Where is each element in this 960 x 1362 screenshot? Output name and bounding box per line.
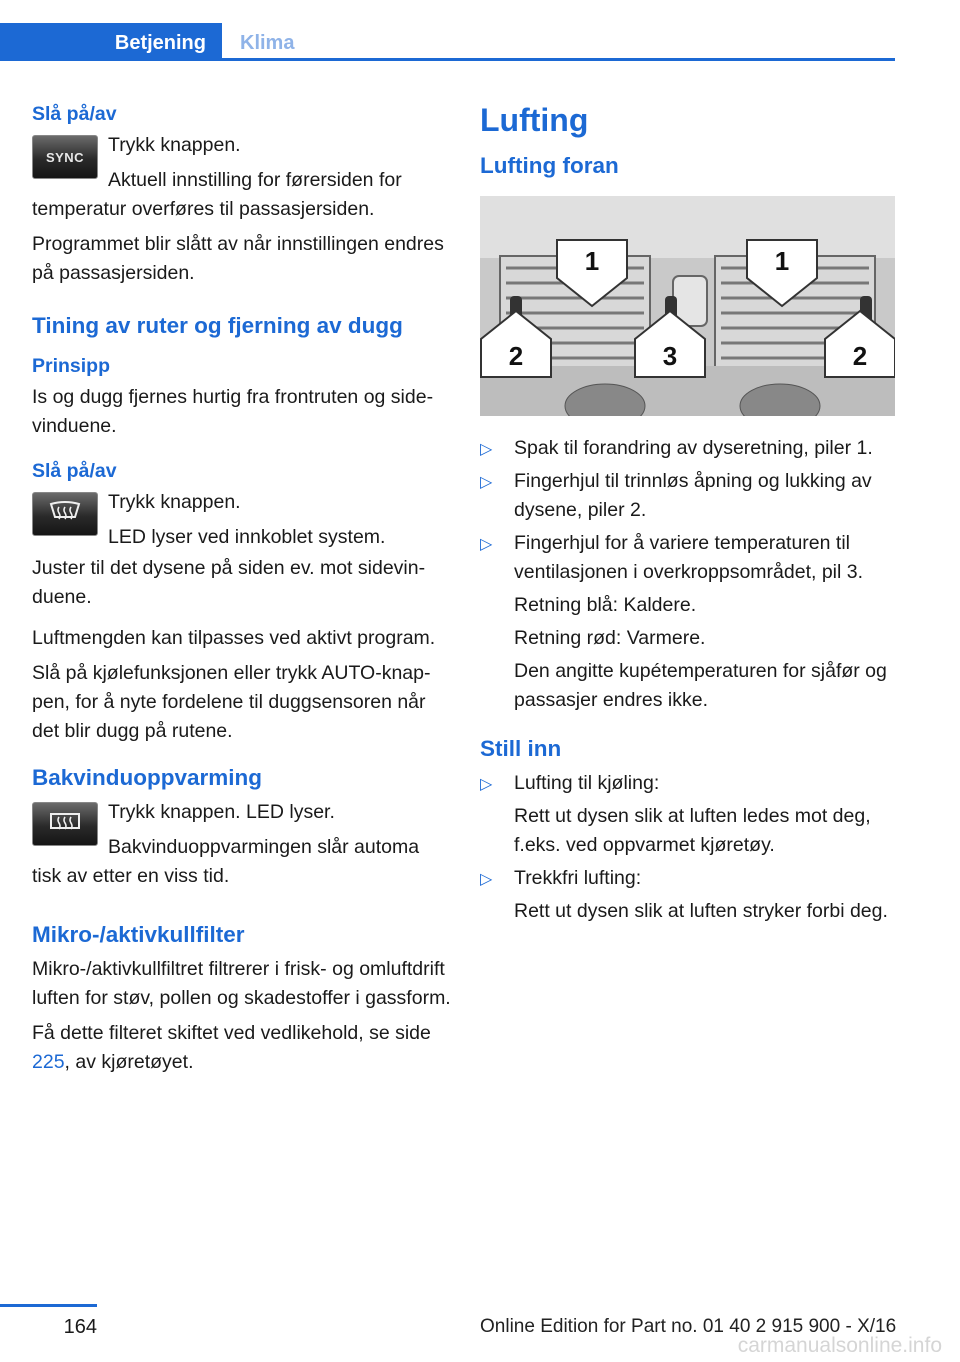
defrost-principle: Is og dugg fjernes hurtig fra frontruten og sidevinduene. <box>32 386 434 437</box>
defrost-step-2: LED lyser ved innkoblet system. <box>108 526 386 548</box>
windshield-defrost-icon <box>48 501 82 527</box>
adjust-item-subtext: Rett ut dysen slik at luften stryker forbi deg. <box>514 900 888 922</box>
adjust-item <box>480 769 895 860</box>
triangle-bullet-icon: ▷ <box>480 474 493 491</box>
edition-footer: Online Edition for Part no. 01 40 2 915 900 - X/16 <box>480 1316 897 1337</box>
vent-control-item-text: Spak til forandring av dyseretning, piler 1. <box>514 437 873 459</box>
triangle-bullet-icon: ▷ <box>480 776 493 793</box>
section-heading-sync: Slå på/av <box>32 103 117 125</box>
vent-control-item <box>480 467 895 525</box>
callout-label: 1 <box>584 246 600 276</box>
vent-control-item-subtext: Den angitte kupétemperaturen for sjåfør og passasjer endres ikke. <box>514 660 887 711</box>
sync-step-2-cont: temperatur overføres til passasjersiden. <box>32 198 375 220</box>
vent-illustration <box>480 196 895 416</box>
adjust-list <box>480 769 895 926</box>
section-title-lufting: Lufting <box>480 102 589 138</box>
section-heading-filter: Mikro-/aktivkullfilter <box>32 922 245 947</box>
left-column <box>32 100 452 1083</box>
vent-control-item <box>480 434 895 463</box>
callout-label: 2 <box>508 341 524 371</box>
defrost-instruction <box>32 488 452 552</box>
vent-controls-list <box>480 434 895 715</box>
front-vents-photo <box>480 196 895 416</box>
subheading-principle: Prinsipp <box>32 355 111 377</box>
vent-control-item <box>480 529 895 715</box>
sync-step-1: Trykk knappen. <box>108 134 241 156</box>
sync-instruction <box>32 131 452 195</box>
defrost-p3: Luftmengden kan tilpasses ved aktivt program. <box>32 627 436 649</box>
adjust-item-text: Trekkfri lufting: <box>514 867 642 889</box>
triangle-bullet-icon: ▷ <box>480 441 493 458</box>
rear-heating-step-2-cont: tisk av etter en viss tid. <box>32 865 230 887</box>
rear-window-defrost-icon <box>48 811 82 837</box>
rear-heating-step-2-start: Bakvinduoppvarmingen slår automa <box>108 836 420 858</box>
callout-label: 2 <box>852 341 868 371</box>
vent-control-item-text: Fingerhjul for å variere temperaturen til ventilasjonen i overkroppsområdet, pil 3. <box>514 532 864 583</box>
triangle-bullet-icon: ▷ <box>480 536 493 553</box>
tab-betjening[interactable]: Betjening <box>0 23 222 61</box>
adjust-item-text: Lufting til kjøling: <box>514 772 660 794</box>
sync-step-2-start: Aktuell innstilling for førersiden for <box>108 169 402 191</box>
right-column <box>480 100 895 930</box>
rear-heating-step-1: Trykk knappen. LED lyser. <box>108 801 335 823</box>
rear-heating-button-icon <box>32 802 98 846</box>
defrost-step-1: Trykk knappen. <box>108 491 241 513</box>
callout-label: 3 <box>662 341 678 371</box>
section-heading-rear-heating: Bakvinduoppvarming <box>32 765 263 790</box>
sync-note: Programmet blir slått av når innstillingen endres på passasjersiden. <box>32 233 444 284</box>
subheading-onoff: Slå på/av <box>32 460 117 482</box>
subtitle-still-inn: Still inn <box>480 736 562 761</box>
adjust-item-subtext: Rett ut dysen slik at luften ledes mot deg, f.eks. ved oppvarmet kjøretøy. <box>514 805 871 856</box>
vent-control-item-text: Fingerhjul til trinnløs åpning og lukking av dysene, piler 2. <box>514 470 872 521</box>
callout-label: 1 <box>774 246 790 276</box>
vent-control-item-subtext: Retning blå: Kaldere. <box>514 594 697 616</box>
section-heading-defrost: Tining av ruter og fjerning av dugg <box>32 313 403 338</box>
page-number: 164 <box>63 1316 97 1338</box>
watermark: carmanualsonline.info <box>737 1334 942 1357</box>
header-tabs <box>0 23 895 61</box>
defrost-p4: Slå på kjølefunksjonen eller trykk AUTO-knappen, for å nyte fordelene til duggsensoren når det blir dugg på rutene. <box>32 662 431 742</box>
triangle-bullet-icon: ▷ <box>480 871 493 888</box>
vent-control-item-subtext: Retning rød: Varmere. <box>514 627 706 649</box>
dashboard-top <box>480 196 895 258</box>
adjust-item <box>480 864 895 926</box>
defrost-p2: Juster til det dysene på siden ev. mot sidevinduene. <box>32 557 426 608</box>
subtitle-lufting-foran: Lufting foran <box>480 153 619 178</box>
filter-p2: Få dette filteret skiftet ved vedlikehold, se side 225, av kjøretøyet. <box>32 1022 431 1073</box>
sync-button-icon: SYNC <box>32 135 98 179</box>
filter-p1: Mikro-/aktivkullfiltret filtrerer i frisk- og omluftdrift luften for støv, pollen og skadestoffer i gassform. <box>32 958 451 1009</box>
defrost-button-icon <box>32 492 98 536</box>
rear-heating-instruction <box>32 798 452 862</box>
page-number-rule <box>0 1304 97 1307</box>
page-link-225[interactable]: 225 <box>32 1051 65 1073</box>
tab-klima[interactable]: Klima <box>240 32 295 54</box>
